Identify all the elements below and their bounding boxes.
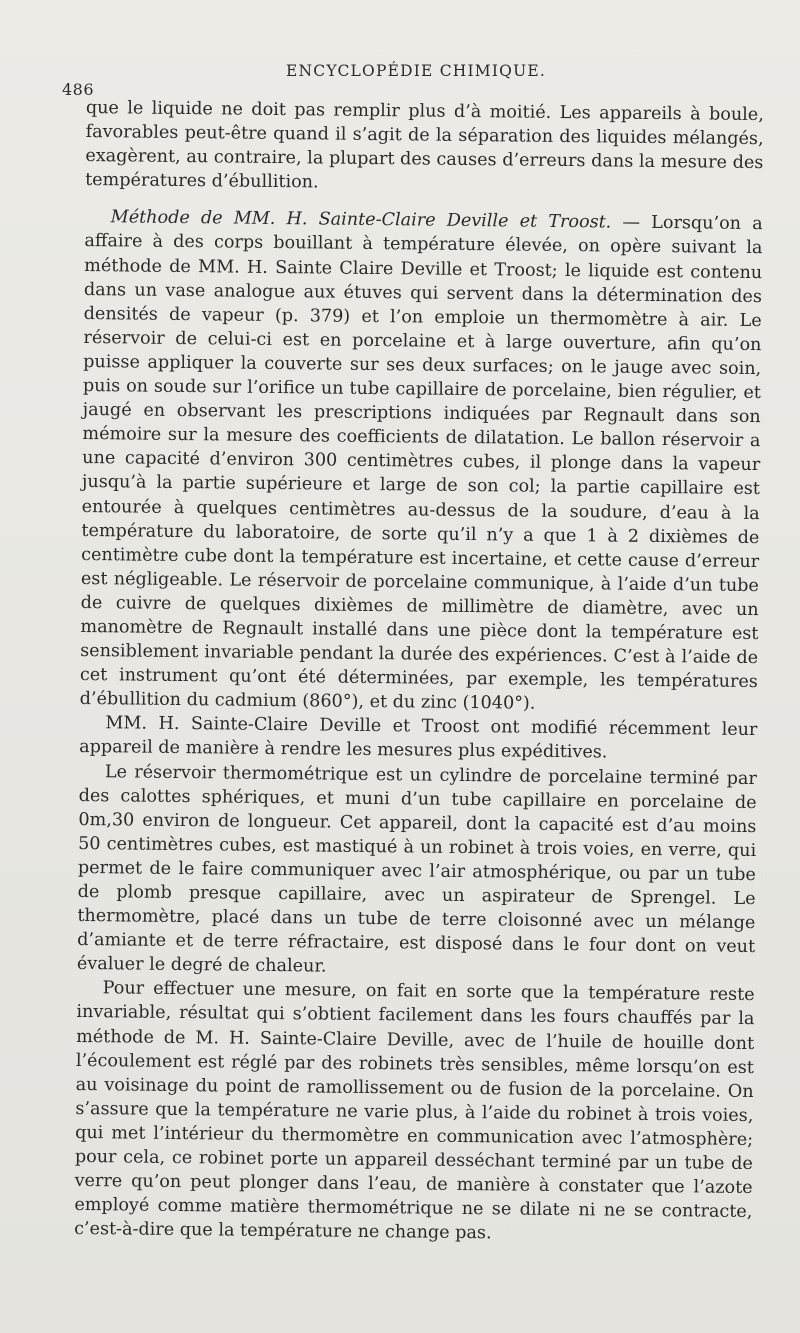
section-lead-title: Méthode de MM. H. Sainte-Claire Deville et Troost. xyxy=(110,207,612,233)
paragraph-measurement xyxy=(74,976,755,1248)
paragraph-continuation xyxy=(85,96,764,199)
paragraph-modification xyxy=(79,711,757,766)
paragraph-text: que le liquide ne doit pas remplir plus d’à moitié. Les appareils à boule, favorables peut-être quand il s’agit de la séparation des liquides mélangés, exagèrent, au contraire, la plupart des causes d’erreurs dans la mesure des températures d’ébullition. xyxy=(85,97,764,193)
paragraph-text: MM. H. Sainte-Claire Deville et Troost ont modifié récemment leur appareil de manière à rendre les mesures plus expéditives. xyxy=(79,713,758,763)
body-text xyxy=(74,96,764,1248)
paragraph-method-deville-troost xyxy=(80,205,763,718)
paragraph-reservoir xyxy=(77,759,757,983)
paragraph-text: Le réservoir thermométrique est un cylindre de porcelaine terminé par des calottes sphériques, et muni d’un tube capillaire en porcelaine de 0m,30 environ de longueur. Cet appareil, dont la capacité est d’au moins 50 centimètres cubes, est mastiqué à un robinet à trois voies, en verre, qui permet de le faire communiquer avec l’air atmosphérique, ou par un tube de plomb presque capillaire, avec un aspirateur de Sprengel. Le thermomètre, placé dans un tube de terre cloisonné avec un mélange d’amiante et de terre réfractaire, est disposé dans le four dont on veut évaluer le degré de chaleur. xyxy=(76,761,757,977)
paragraph-text: — Lorsqu’on a affaire à des corps bouillant à température élevée, on opère suivant la méthode de MM. H. Sainte Claire Deville et Troost; le liquide est contenu dans un vase analogue aux étuves qui servent dans la détermination des densités de vapeur (p. 379) et l’on emploie un thermomètre à air. Le réservoir de celui-ci est en porcelaine et à large ouverture, afin qu’on puisse appliquer la couverte sur ses deux surfaces; on le jauge avec soin, puis on soude sur l’orifice un tube capillaire de porcelaine, bien régulier, et jaugé en observant les prescriptions indiquées par Regnault dans son mémoire sur la mesure des coefficients de dilatation. Le ballon réservoir a une capacité d’environ 300 centimètres cubes, il plonge dans la vapeur jusqu’à la partie supérieure et large de son col; la partie capillaire est entourée à quelques centimètres au-dessus de la soudure, d’eau à la température du laboratoire, de sorte qu’il n’y a que 1 à 2 dixièmes de centimètre cube dont la température est incertaine, et cette cause d’erreur est négligeable. Le réservoir de porcelaine communique, à l’aide d’un tube de cuivre de quelques dixièmes de millimètre de diamètre, avec un manomètre de Regnault installé dans une pièce dont la température est sensiblement invariable pendant la durée des expériences. C’est à l’aide de cet instrument qu’ont été déterminées, par exemple, les températures d’ébullition du cadmium (860°), et du zinc (1040°). xyxy=(79,212,763,714)
page-header xyxy=(0,62,800,99)
running-title: ENCYCLOPÉDIE CHIMIQUE. xyxy=(286,62,546,80)
page-number: 486 xyxy=(62,80,95,99)
paragraph-text: Pour effectuer une mesure, on fait en sorte que la température reste invariable, résultat qui s’obtient facilement dans les fours chauffés par la méthode de M. H. Sainte-Claire Deville, avec de l’huile de houille dont l’écoulement est réglé par des robinets très sensibles, même lorsqu’on est au voisinage du point de ramollissement ou de fusion de la porcelaine. On s’assure que la température ne varie plus, à l’aide du robinet à trois voies, qui met l’intérieur du thermomètre en communication avec l’atmosphère; pour cela, ce robinet porte un appareil desséchant terminé par un tube de verre qu’on peut plonger dans l’eau, de manière à constater que l’azote employé comme matière thermométrique ne se dilate ni ne se contracte, c’est-à-dire que la température ne change pas. xyxy=(74,978,755,1244)
